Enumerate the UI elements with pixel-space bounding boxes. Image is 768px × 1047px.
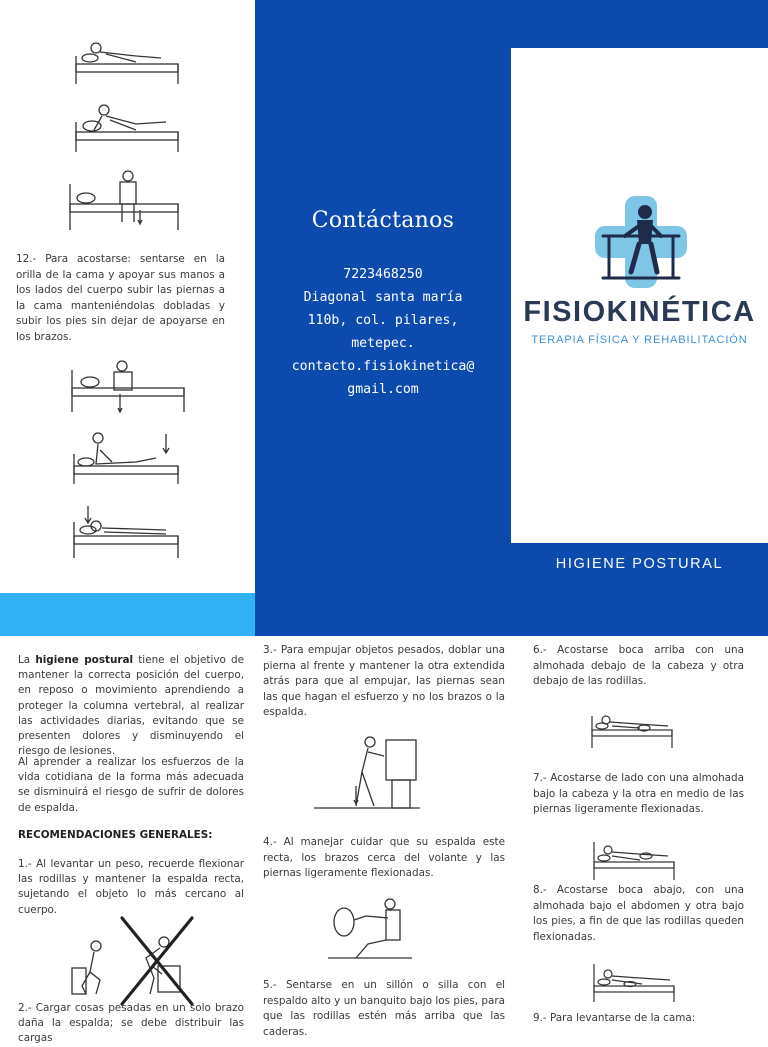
cyan-accent-bar bbox=[0, 593, 255, 636]
contact-title: Contáctanos bbox=[311, 208, 455, 233]
intro-post: tiene el objetivo de mantener la correcta posición del cuerpo, en reposo o movimiento aprendiendo a proteger la columna vertebral, al realizar las actividades diarias, evitando que se presenten dolores y disminuyendo el riesgo de lesiones. bbox=[18, 654, 245, 758]
bed-illustration-6 bbox=[66, 502, 186, 562]
item-8-text: 8.- Acostarse boca abajo, con una almohada bajo el abdomen y otra bajo los pies, a fin de que las rodillas queden flexionadas. bbox=[533, 884, 744, 943]
section-title: HIGIENE POSTURAL bbox=[555, 556, 724, 572]
bed-illustration-3 bbox=[58, 170, 188, 234]
brand-tagline: TERAPIA FÍSICA Y REHABILITACIÓN bbox=[531, 334, 748, 346]
bed-illustration-5 bbox=[66, 428, 186, 488]
item-6-text: 6.- Acostarse boca arriba con una almohada debajo de la cabeza y otra debajo de las rodillas. bbox=[533, 644, 744, 688]
item-9-text: 9.- Para levantarse de la cama: bbox=[533, 1012, 696, 1024]
contact-address-line-1: Diagonal santa maría bbox=[303, 290, 463, 305]
intro-paragraph-2: Al aprender a realizar los esfuerzos de la vida cotidiana de la forma más adecuada se disminuirá el riesgo de sufrir de dolores de espalda. bbox=[18, 756, 244, 814]
contact-address-line-3: metepec. bbox=[351, 336, 415, 351]
brand-name: FISIOKINÉTICA bbox=[523, 296, 756, 328]
bed-illustration-1 bbox=[66, 36, 186, 88]
item-1-text: 1.- Al levantar un peso, recuerde flexionar las rodillas y mantener la espalda recta, sujetando el objeto lo más cercano al cuerpo. bbox=[18, 858, 244, 916]
bed-illustration-4 bbox=[62, 352, 192, 416]
prone-illustration bbox=[590, 960, 680, 1004]
side-lying-illustration bbox=[590, 838, 680, 882]
contact-email-line-1: contacto.fisiokinetica@ bbox=[291, 359, 475, 374]
physio-parallel-bars-icon bbox=[595, 196, 687, 292]
item-2-text: 2.- Cargar cosas pesadas en un solo brazo daña la espalda; se debe distribuir las cargas bbox=[18, 1002, 244, 1045]
item-4-text: 4.- Al manejar cuidar que su espalda este recta, los brazos cerca del volante y las piernas ligeramente flexionadas. bbox=[263, 836, 505, 880]
lifting-illustration bbox=[66, 914, 206, 1010]
bed-illustration-2 bbox=[66, 100, 186, 156]
intro-pre: La bbox=[18, 654, 36, 666]
item-7-text: 7.- Acostarse de lado con una almohada bajo la cabeza y la otra en medio de las piernas ligeramente flexionadas. bbox=[533, 772, 744, 816]
item-3-text: 3.- Para empujar objetos pesados, doblar una pierna al frente y mantener la otra extendida atrás para que al empujar, las piernas sean las que hagan el esfuerzo y no los brazos o la espalda. bbox=[263, 644, 505, 719]
recommendations-heading: RECOMENDACIONES GENERALES: bbox=[18, 829, 213, 841]
supine-illustration bbox=[588, 706, 678, 750]
contact-phone: 7223468250 bbox=[343, 267, 423, 282]
pushing-illustration bbox=[312, 734, 422, 812]
intro-paragraph bbox=[18, 653, 244, 759]
item-5-text: 5.- Sentarse en un sillón o silla con el respaldo alto y un banquito bajo los pies, para que las rodillas estén más arriba que las caderas. bbox=[263, 979, 505, 1038]
contact-email-line-2: gmail.com bbox=[347, 382, 419, 397]
contact-address-line-2: 110b, col. pilares, bbox=[307, 313, 459, 328]
contact-info bbox=[262, 263, 504, 401]
step-12-text: 12.- Para acostarse: sentarse en la orilla de la cama y apoyar sus manos a los lados del cuerpo subir las piernas a la cama manteniéndolas dobladas y subir los pies sin dejar de apoyarse en los brazos. bbox=[16, 253, 225, 343]
driving-illustration bbox=[326, 896, 416, 962]
intro-bold: higiene postural bbox=[35, 654, 134, 666]
